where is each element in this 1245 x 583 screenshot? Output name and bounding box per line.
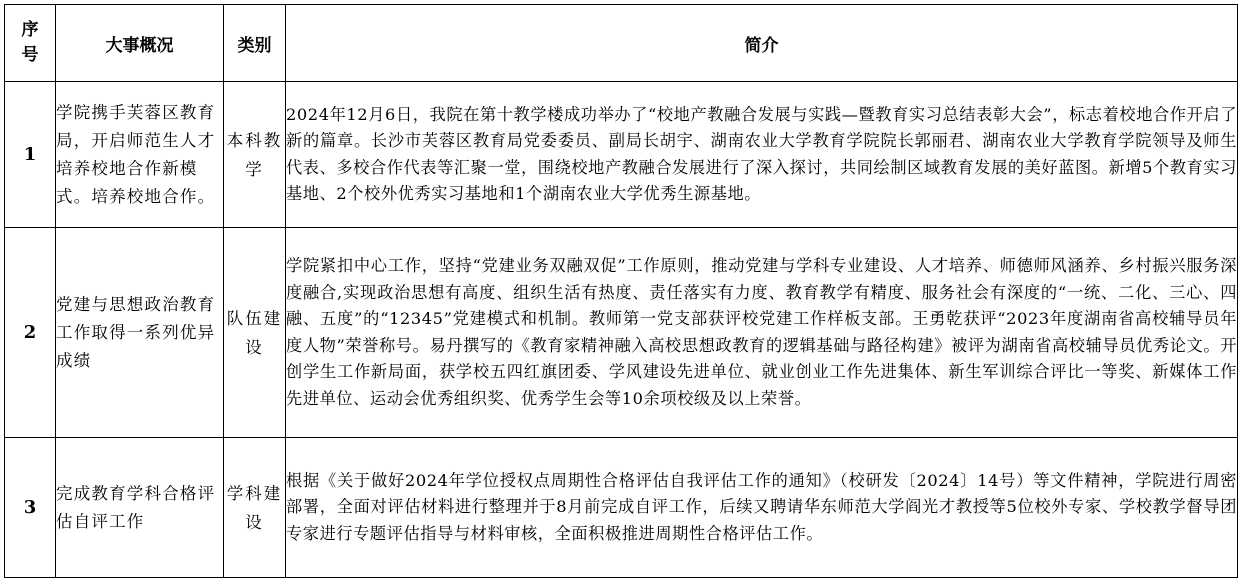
table-row xyxy=(5,438,1238,578)
row-category: 学科建设 xyxy=(224,438,286,578)
row-seq: 3 xyxy=(5,438,56,578)
row-category: 本科教学 xyxy=(224,82,286,228)
table-row xyxy=(5,228,1238,438)
row-summary: 完成教育学科合格评估自评工作 xyxy=(56,438,224,578)
row-seq: 2 xyxy=(5,228,56,438)
row-seq: 1 xyxy=(5,82,56,228)
row-intro: 2024年12月6日，我院在第十教学楼成功举办了“校地产教融合发展与实践—暨教育实习总结表彰大会”，标志着校地合作开启了新的篇章。长沙市芙蓉区教育局党委委员、副局长胡宇、湖南农业大学教育学院院长郭丽君、湖南农业大学教育学院领导及师生代表、多校合作代表等汇聚一堂，围绕校地产教融合发展进行了深入探讨，共同绘制区域教育发展的美好蓝图。新增5个教育实习基地、2个校外优秀实习基地和1个湖南农业大学优秀生源基地。 xyxy=(286,82,1238,228)
table-row xyxy=(5,82,1238,228)
header-seq: 序号 xyxy=(5,5,56,82)
row-intro: 学院紧扣中心工作，坚持“党建业务双融双促”工作原则，推动党建与学科专业建设、人才培养、师德师风涵养、乡村振兴服务深度融合,实现政治思想有高度、组织生活有热度、责任落实有力度、教育教学有精度、服务社会有深度的“一统、二化、三心、四融、五度”的“12345”党建模式和机制。教师第一党支部获评校党建工作样板支部。王勇乾获评“2023年度湖南省高校辅导员年度人物”荣誉称号。易丹撰写的《教育家精神融入高校思想政教育的逻辑基础与路径构建》被评为湖南省高校辅导员优秀论文。开创学生工作新局面，获学校五四红旗团委、学风建设先进单位、就业创业工作先进集体、新生军训综合评比一等奖、新媒体工作先进单位、运动会优秀组织奖、优秀学生会等10余项校级及以上荣誉。 xyxy=(286,228,1238,438)
row-category: 队伍建设 xyxy=(224,228,286,438)
events-table xyxy=(4,4,1238,578)
header-category: 类别 xyxy=(224,5,286,82)
row-intro: 根据《关于做好2024年学位授权点周期性合格评估自我评估工作的通知》（校研发〔2024〕14号）等文件精神，学院进行周密部署，全面对评估材料进行整理并于8月前完成自评工作，后续又聘请华东师范大学阎光才教授等5位校外专家、学校教学督导团专家进行专题评估指导与材料审核，全面积极推进周期性合格评估工作。 xyxy=(286,438,1238,578)
row-summary: 党建与思想政治教育工作取得一系列优异成绩 xyxy=(56,228,224,438)
header-summary: 大事概况 xyxy=(56,5,224,82)
header-intro: 简介 xyxy=(286,5,1238,82)
row-summary: 学院携手芙蓉区教育局，开启师范生人才培养校地合作新模式。培养校地合作。 xyxy=(56,82,224,228)
header-row xyxy=(5,5,1238,82)
